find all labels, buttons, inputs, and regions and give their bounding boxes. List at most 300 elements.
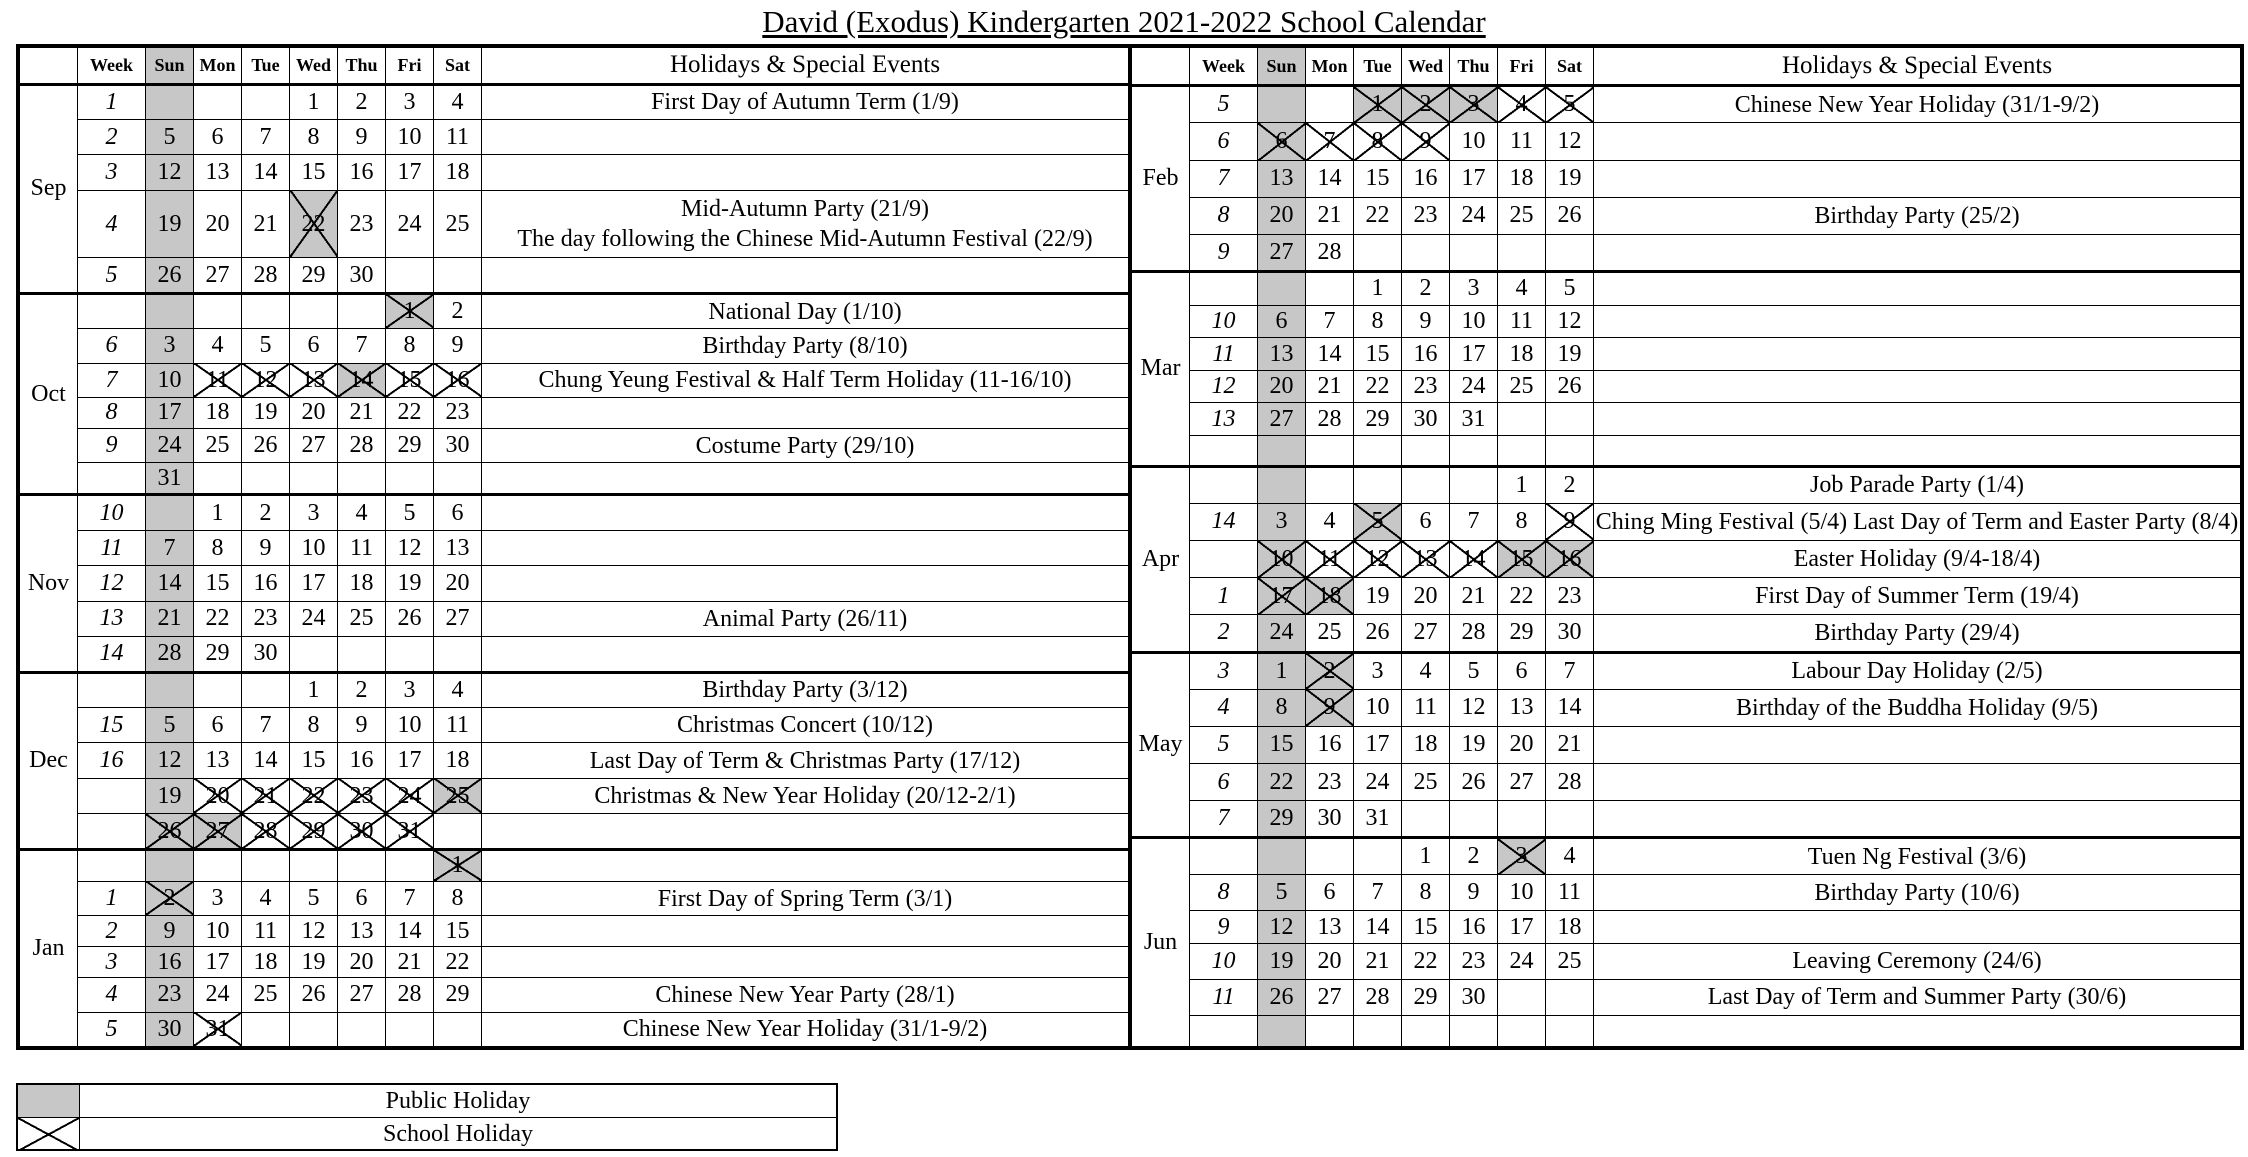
week-number xyxy=(1190,838,1258,875)
day-cell: 27 xyxy=(434,601,482,636)
events-cell xyxy=(1594,503,2241,540)
calendar-row xyxy=(1132,466,2241,503)
day-cell: 18 xyxy=(434,155,482,190)
wed-header: Wed xyxy=(290,48,338,85)
mon-header: Mon xyxy=(1306,48,1354,86)
day-cell: 17 xyxy=(1258,578,1306,615)
day-cell: 7 xyxy=(386,881,434,915)
day-cell: 21 xyxy=(386,947,434,978)
events-cell xyxy=(1594,943,2241,979)
events-cell xyxy=(1594,838,2241,875)
day-cell: 29 xyxy=(434,978,482,1012)
events-cell xyxy=(1594,466,2241,503)
day-cell: 10 xyxy=(1354,689,1402,726)
events-cell xyxy=(482,363,1129,397)
calendar-row xyxy=(20,947,1129,978)
day-cell: 20 xyxy=(194,190,242,258)
events-cell xyxy=(482,672,1129,707)
day-cell: 25 xyxy=(1402,763,1450,800)
day-cell: 20 xyxy=(1306,943,1354,979)
day-cell: 16 xyxy=(146,947,194,978)
week-number: 6 xyxy=(1190,763,1258,800)
public-holiday-swatch xyxy=(18,1085,80,1117)
events-cell xyxy=(482,881,1129,915)
calendar-row xyxy=(1132,160,2241,197)
day-cell: 3 xyxy=(1354,652,1402,689)
calendar-row xyxy=(20,778,1129,813)
day-cell xyxy=(1258,838,1306,875)
events-cell xyxy=(1594,234,2241,271)
day-cell: 4 xyxy=(1498,272,1546,306)
day-cell: 1 xyxy=(1354,272,1402,306)
day-cell: 19 xyxy=(386,566,434,601)
events-cell xyxy=(1594,578,2241,615)
day-cell: 9 xyxy=(1402,123,1450,160)
day-cell: 20 xyxy=(1402,578,1450,615)
day-cell xyxy=(1258,1015,1306,1046)
day-cell: 17 xyxy=(1450,338,1498,371)
events-cell xyxy=(482,601,1129,636)
day-cell: 5 xyxy=(1546,272,1594,306)
events-cell xyxy=(482,637,1129,672)
day-cell: 12 xyxy=(1546,123,1594,160)
events-cell xyxy=(482,190,1129,258)
day-cell: 30 xyxy=(434,428,482,462)
event-text: Costume Party (29/10) xyxy=(695,432,915,459)
day-cell: 9 xyxy=(1402,305,1450,338)
day-cell: 26 xyxy=(146,814,194,849)
day-cell: 19 xyxy=(1258,943,1306,979)
event-text: Birthday of the Buddha Holiday (9/5) xyxy=(1736,694,2098,721)
week-number xyxy=(1190,1015,1258,1046)
calendar-row xyxy=(20,530,1129,565)
day-cell xyxy=(1354,1015,1402,1046)
header-row xyxy=(1132,48,2241,86)
calendar-row xyxy=(20,814,1129,849)
day-cell xyxy=(386,258,434,293)
day-cell: 28 xyxy=(242,258,290,293)
day-cell xyxy=(1306,1015,1354,1046)
calendar-row xyxy=(1132,123,2241,160)
calendar-row xyxy=(20,258,1129,293)
event-text: Easter Holiday (9/4-18/4) xyxy=(1793,546,2041,573)
day-cell: 7 xyxy=(1306,123,1354,160)
day-cell: 6 xyxy=(434,495,482,530)
events-cell xyxy=(1594,197,2241,234)
calendar-row xyxy=(1132,726,2241,763)
calendar-row xyxy=(1132,86,2241,123)
day-cell: 8 xyxy=(290,119,338,154)
day-cell: 17 xyxy=(194,947,242,978)
week-number: 13 xyxy=(78,601,146,636)
event-text: Job Parade Party (1/4) xyxy=(1810,472,2024,499)
day-cell: 29 xyxy=(386,428,434,462)
day-cell: 27 xyxy=(1498,763,1546,800)
day-cell: 19 xyxy=(1546,338,1594,371)
calendar-row xyxy=(20,1012,1129,1046)
week-number: 11 xyxy=(1190,338,1258,371)
day-cell: 22 xyxy=(1402,943,1450,979)
day-cell xyxy=(1450,435,1498,466)
day-cell: 18 xyxy=(1498,338,1546,371)
day-cell xyxy=(1354,838,1402,875)
day-cell xyxy=(386,849,434,881)
events-cell xyxy=(1594,370,2241,403)
events-cell xyxy=(482,329,1129,363)
events-cell xyxy=(482,293,1129,328)
day-cell: 25 xyxy=(194,428,242,462)
day-cell xyxy=(1546,1015,1594,1046)
day-cell: 12 xyxy=(146,155,194,190)
day-cell: 15 xyxy=(1258,726,1306,763)
day-cell: 31 xyxy=(194,1012,242,1046)
events-cell xyxy=(1594,86,2241,123)
day-cell: 23 xyxy=(1402,370,1450,403)
day-cell: 25 xyxy=(1498,370,1546,403)
day-cell: 10 xyxy=(1450,123,1498,160)
fri-header: Fri xyxy=(386,48,434,85)
day-cell: 6 xyxy=(194,708,242,743)
calendar-row xyxy=(1132,652,2241,689)
calendar-half-left xyxy=(16,44,1132,1050)
day-cell: 15 xyxy=(1354,338,1402,371)
day-cell: 12 xyxy=(1450,689,1498,726)
legend xyxy=(16,1083,838,1151)
calendar-row xyxy=(20,329,1129,363)
day-cell: 22 xyxy=(1354,197,1402,234)
day-cell: 19 xyxy=(146,778,194,813)
events-cell xyxy=(482,495,1129,530)
day-cell: 18 xyxy=(1402,726,1450,763)
day-cell xyxy=(242,849,290,881)
events-cell xyxy=(1594,541,2241,578)
day-cell: 29 xyxy=(1402,979,1450,1015)
week-number xyxy=(78,814,146,849)
day-cell: 2 xyxy=(1546,466,1594,503)
day-cell: 4 xyxy=(1498,86,1546,123)
events-cell xyxy=(1594,689,2241,726)
day-cell: 23 xyxy=(1306,763,1354,800)
day-cell xyxy=(1402,1015,1450,1046)
day-cell: 12 xyxy=(1258,911,1306,944)
day-cell: 17 xyxy=(1450,160,1498,197)
day-cell: 30 xyxy=(242,637,290,672)
week-number xyxy=(78,293,146,328)
day-cell: 1 xyxy=(1354,86,1402,123)
day-cell: 30 xyxy=(1546,615,1594,652)
calendar-row xyxy=(1132,338,2241,371)
day-cell: 13 xyxy=(1258,160,1306,197)
day-cell: 28 xyxy=(1306,234,1354,271)
day-cell: 22 xyxy=(1258,763,1306,800)
calendar-row xyxy=(1132,763,2241,800)
day-cell: 10 xyxy=(386,708,434,743)
day-cell: 12 xyxy=(1546,305,1594,338)
calendar-row xyxy=(20,743,1129,778)
day-cell: 29 xyxy=(1354,403,1402,436)
event-text: Leaving Ceremony (24/6) xyxy=(1792,948,2042,975)
day-cell: 10 xyxy=(290,530,338,565)
day-cell: 24 xyxy=(1258,615,1306,652)
events-cell xyxy=(482,397,1129,428)
day-cell: 5 xyxy=(242,329,290,363)
day-cell: 18 xyxy=(338,566,386,601)
day-cell: 17 xyxy=(146,397,194,428)
day-cell: 12 xyxy=(1354,541,1402,578)
day-cell: 19 xyxy=(242,397,290,428)
day-cell: 5 xyxy=(1546,86,1594,123)
day-cell: 21 xyxy=(1354,943,1402,979)
day-cell: 14 xyxy=(338,363,386,397)
day-cell: 24 xyxy=(146,428,194,462)
day-cell: 10 xyxy=(1450,305,1498,338)
day-cell xyxy=(1258,86,1306,123)
week-number: 16 xyxy=(78,743,146,778)
calendar-row xyxy=(1132,197,2241,234)
day-cell: 8 xyxy=(1354,305,1402,338)
day-cell: 16 xyxy=(1306,726,1354,763)
day-cell: 27 xyxy=(1258,234,1306,271)
day-cell xyxy=(146,672,194,707)
week-number: 15 xyxy=(78,708,146,743)
tue-header: Tue xyxy=(1354,48,1402,86)
day-cell: 26 xyxy=(290,978,338,1012)
sun-header: Sun xyxy=(1258,48,1306,86)
calendar-row xyxy=(1132,578,2241,615)
day-cell: 2 xyxy=(338,672,386,707)
day-cell: 11 xyxy=(1498,123,1546,160)
calendar-row xyxy=(1132,541,2241,578)
day-cell: 4 xyxy=(434,672,482,707)
calendar-row xyxy=(1132,503,2241,540)
header-row xyxy=(20,48,1129,85)
day-cell: 23 xyxy=(338,778,386,813)
events-cell xyxy=(1594,160,2241,197)
events-cell xyxy=(482,258,1129,293)
day-cell: 23 xyxy=(338,190,386,258)
event-text: Birthday Party (25/2) xyxy=(1814,202,2020,229)
day-cell: 5 xyxy=(386,495,434,530)
day-cell: 23 xyxy=(1546,578,1594,615)
day-cell: 11 xyxy=(1306,541,1354,578)
calendar-row xyxy=(20,84,1129,119)
day-cell: 28 xyxy=(1546,763,1594,800)
month-label: Sep xyxy=(20,84,78,293)
day-cell: 24 xyxy=(386,778,434,813)
day-cell xyxy=(146,495,194,530)
day-cell: 22 xyxy=(194,601,242,636)
day-cell: 26 xyxy=(242,428,290,462)
week-number: 10 xyxy=(78,495,146,530)
day-cell: 18 xyxy=(242,947,290,978)
day-cell xyxy=(242,672,290,707)
week-number: 5 xyxy=(1190,86,1258,123)
day-cell: 4 xyxy=(1546,838,1594,875)
day-cell: 2 xyxy=(434,293,482,328)
events-cell xyxy=(1594,123,2241,160)
events-cell xyxy=(1594,1015,2241,1046)
events-header: Holidays & Special Events xyxy=(1594,48,2241,86)
day-cell: 9 xyxy=(146,916,194,947)
day-cell: 21 xyxy=(242,778,290,813)
day-cell: 14 xyxy=(242,743,290,778)
day-cell: 8 xyxy=(1354,123,1402,160)
event-text: Last Day of Term and Summer Party (30/6) xyxy=(1707,984,2127,1011)
school-holiday-swatch xyxy=(18,1118,80,1151)
day-cell: 3 xyxy=(1498,838,1546,875)
day-cell: 22 xyxy=(386,397,434,428)
day-cell: 20 xyxy=(1498,726,1546,763)
day-cell xyxy=(338,637,386,672)
calendar-row xyxy=(1132,943,2241,979)
day-cell: 28 xyxy=(1306,403,1354,436)
day-cell: 7 xyxy=(1354,875,1402,911)
day-cell xyxy=(1258,435,1306,466)
week-number: 9 xyxy=(1190,234,1258,271)
day-cell xyxy=(386,637,434,672)
month-label: Jan xyxy=(20,849,78,1046)
day-cell: 6 xyxy=(1306,875,1354,911)
week-number xyxy=(1190,541,1258,578)
day-cell: 20 xyxy=(1258,197,1306,234)
day-cell: 25 xyxy=(1546,943,1594,979)
calendar-row xyxy=(20,978,1129,1012)
day-cell: 8 xyxy=(290,708,338,743)
calendar-row xyxy=(1132,403,2241,436)
event-text: Tuen Ng Festival (3/6) xyxy=(1807,843,2027,870)
day-cell: 18 xyxy=(434,743,482,778)
day-cell xyxy=(1354,234,1402,271)
day-cell: 12 xyxy=(146,743,194,778)
day-cell xyxy=(1450,801,1498,838)
day-cell: 30 xyxy=(338,258,386,293)
day-cell xyxy=(1354,435,1402,466)
day-cell: 9 xyxy=(338,708,386,743)
day-cell: 29 xyxy=(290,814,338,849)
calendar-row xyxy=(1132,979,2241,1015)
calendar-row xyxy=(1132,234,2241,271)
day-cell: 3 xyxy=(146,329,194,363)
day-cell: 21 xyxy=(242,190,290,258)
calendar-row xyxy=(1132,1015,2241,1046)
day-cell: 23 xyxy=(1450,943,1498,979)
day-cell: 11 xyxy=(194,363,242,397)
day-cell: 29 xyxy=(290,258,338,293)
week-number: 14 xyxy=(1190,503,1258,540)
day-cell: 11 xyxy=(1546,875,1594,911)
day-cell: 16 xyxy=(242,566,290,601)
events-cell xyxy=(1594,801,2241,838)
day-cell: 16 xyxy=(434,363,482,397)
calendar-row xyxy=(1132,435,2241,466)
day-cell: 6 xyxy=(194,119,242,154)
events-cell xyxy=(482,84,1129,119)
day-cell xyxy=(1498,801,1546,838)
day-cell: 6 xyxy=(290,329,338,363)
day-cell xyxy=(290,849,338,881)
day-cell: 23 xyxy=(242,601,290,636)
day-cell: 24 xyxy=(1450,197,1498,234)
week-number: 12 xyxy=(1190,370,1258,403)
day-cell: 27 xyxy=(194,814,242,849)
day-cell xyxy=(290,293,338,328)
day-cell xyxy=(1354,466,1402,503)
event-text: First Day of Spring Term (3/1) xyxy=(657,885,953,912)
day-cell: 6 xyxy=(1402,503,1450,540)
day-cell: 13 xyxy=(1402,541,1450,578)
week-number: 5 xyxy=(1190,726,1258,763)
day-cell: 22 xyxy=(1354,370,1402,403)
week-number: 11 xyxy=(1190,979,1258,1015)
week-number: 3 xyxy=(1190,652,1258,689)
day-cell: 28 xyxy=(146,637,194,672)
day-cell: 7 xyxy=(1306,305,1354,338)
day-cell xyxy=(338,849,386,881)
day-cell xyxy=(290,463,338,495)
week-number: 1 xyxy=(1190,578,1258,615)
calendar-row xyxy=(20,293,1129,328)
day-cell: 20 xyxy=(290,397,338,428)
day-cell: 24 xyxy=(1450,370,1498,403)
calendar-row xyxy=(1132,272,2241,306)
week-number: 2 xyxy=(1190,615,1258,652)
legend-label: School Holiday xyxy=(383,1121,533,1147)
day-cell: 31 xyxy=(1450,403,1498,436)
day-cell: 28 xyxy=(338,428,386,462)
day-cell: 8 xyxy=(386,329,434,363)
day-cell: 20 xyxy=(434,566,482,601)
week-number: 6 xyxy=(78,329,146,363)
week-number: 1 xyxy=(78,881,146,915)
week-number: 14 xyxy=(78,637,146,672)
day-cell: 2 xyxy=(1402,272,1450,306)
day-cell: 19 xyxy=(290,947,338,978)
day-cell: 13 xyxy=(290,363,338,397)
day-cell: 30 xyxy=(1450,979,1498,1015)
day-cell: 5 xyxy=(146,119,194,154)
calendar-title: David (Exodus) Kindergarten 2021-2022 School Calendar xyxy=(762,4,1486,39)
week-number: 12 xyxy=(78,566,146,601)
day-cell: 24 xyxy=(290,601,338,636)
week-number: 8 xyxy=(1190,875,1258,911)
day-cell: 14 xyxy=(146,566,194,601)
day-cell: 21 xyxy=(146,601,194,636)
event-text: Birthday Party (3/12) xyxy=(702,677,908,704)
day-cell: 27 xyxy=(1258,403,1306,436)
day-cell: 18 xyxy=(1498,160,1546,197)
day-cell: 30 xyxy=(1306,801,1354,838)
day-cell: 25 xyxy=(242,978,290,1012)
week-number xyxy=(78,778,146,813)
week-number: 7 xyxy=(1190,160,1258,197)
day-cell: 29 xyxy=(1258,801,1306,838)
calendar-row xyxy=(1132,838,2241,875)
day-cell: 6 xyxy=(338,881,386,915)
event-text: Birthday Party (10/6) xyxy=(1814,879,2020,906)
day-cell: 19 xyxy=(1450,726,1498,763)
calendar-row xyxy=(1132,305,2241,338)
page-title xyxy=(0,2,2248,42)
day-cell: 28 xyxy=(386,978,434,1012)
day-cell: 2 xyxy=(242,495,290,530)
day-cell: 23 xyxy=(1402,197,1450,234)
day-cell: 3 xyxy=(1450,272,1498,306)
event-text: The day following the Chinese Mid-Autumn Festival (22/9) xyxy=(517,226,1093,253)
sun-header: Sun xyxy=(146,48,194,85)
calendar-row xyxy=(20,190,1129,258)
thu-header: Thu xyxy=(1450,48,1498,86)
day-cell xyxy=(1450,466,1498,503)
